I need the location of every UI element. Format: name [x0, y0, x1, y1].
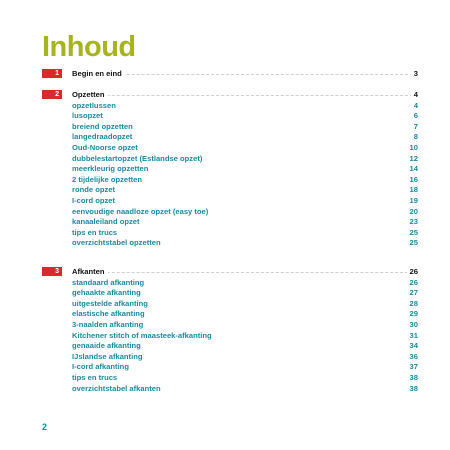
toc-entry-label: opzetlussen — [72, 100, 116, 110]
toc-entry[interactable] — [0, 163, 450, 174]
toc-entry-label: uitgestelde afkanting — [72, 298, 148, 308]
toc-entry-page: 30 — [409, 320, 418, 329]
toc-entry-label: Oud-Noorse opzet — [72, 143, 138, 152]
chapter-number-badge: 3 — [42, 267, 62, 276]
toc-entry-page: 12 — [409, 153, 418, 163]
toc-entry-label: overzichtstabel opzetten — [72, 238, 161, 248]
toc-entry[interactable] — [0, 195, 450, 206]
toc-entry-label: ronde opzet — [72, 185, 116, 195]
toc-entry-page: 34 — [409, 341, 418, 351]
toc-entry-page: 36 — [409, 351, 418, 361]
toc-entry[interactable] — [0, 184, 450, 195]
toc-entry-label: IJslandse afkanting — [72, 351, 143, 361]
toc-entry[interactable] — [0, 100, 450, 111]
toc-entry-label: langedraadopzet — [72, 132, 133, 142]
toc-entry-label: tips en trucs — [72, 373, 118, 382]
toc-entry-page: 37 — [409, 362, 418, 372]
toc-entry-page: 26 — [409, 277, 418, 287]
toc-entry-page: 18 — [409, 185, 418, 195]
toc-entry[interactable] — [0, 383, 450, 394]
toc-entry-page: 6 — [413, 111, 418, 121]
toc-entry-label: 2 tijdelijke opzetten — [72, 174, 143, 184]
toc-entry[interactable] — [0, 319, 450, 330]
chapter-row[interactable] — [0, 89, 450, 100]
toc-entry-page: 38 — [409, 383, 418, 393]
toc-entry[interactable] — [0, 351, 450, 362]
toc-entry-page: 31 — [409, 330, 418, 340]
toc-entry-page: 38 — [409, 373, 418, 382]
page-number: 2 — [42, 422, 48, 432]
toc-entry[interactable] — [0, 216, 450, 227]
toc-entry-label: tips en trucs — [72, 227, 118, 237]
toc-entry-label: elastische afkanting — [72, 309, 145, 319]
chapter-row[interactable] — [0, 68, 450, 79]
toc-entry-label: lusopzet — [72, 111, 103, 121]
toc-entry-label: genaaide afkanting — [72, 341, 141, 351]
toc-entry-page: 7 — [413, 121, 418, 131]
toc-entry[interactable] — [0, 287, 450, 298]
toc-entry-page: 10 — [409, 143, 418, 152]
toc-entry-page: 14 — [409, 164, 418, 174]
toc-entry[interactable] — [0, 298, 450, 309]
toc-entry-page: 27 — [409, 288, 418, 298]
toc-entry[interactable] — [0, 277, 450, 288]
toc-entry-label: overzichtstabel afkanten — [72, 383, 161, 393]
toc-entry-page: 20 — [409, 206, 418, 216]
dotted-leader — [72, 272, 418, 273]
toc-entry[interactable] — [0, 330, 450, 341]
chapter-title: Opzetten — [72, 89, 108, 100]
chapter-row[interactable] — [0, 266, 450, 277]
toc-entry-page: 29 — [409, 309, 418, 319]
chapter-number-badge: 1 — [42, 69, 62, 78]
toc-entry-label: I-cord afkanting — [72, 362, 129, 372]
toc-entry[interactable] — [0, 121, 450, 132]
dotted-leader — [72, 95, 418, 96]
toc-entry[interactable] — [0, 340, 450, 351]
toc-entry-page: 19 — [409, 196, 418, 205]
chapter-page-number: 26 — [407, 266, 418, 277]
toc-entry[interactable] — [0, 153, 450, 164]
toc-entry-label: 3-naalden afkanting — [72, 320, 144, 329]
chapter-title: Begin en eind — [72, 68, 125, 79]
toc-entry-label: gehaakte afkanting — [72, 288, 141, 298]
toc-entry[interactable] — [0, 372, 450, 383]
toc-entry[interactable] — [0, 308, 450, 319]
toc-entry[interactable] — [0, 206, 450, 217]
toc-entry[interactable] — [0, 174, 450, 185]
toc-entry[interactable] — [0, 361, 450, 372]
toc-entry-label: meerkleurig opzetten — [72, 164, 149, 174]
toc-entry-page: 16 — [409, 174, 418, 184]
toc-entry-label: eenvoudige naadloze opzet (easy toe) — [72, 206, 209, 216]
toc-entry-label: kanaaleiland opzet — [72, 217, 140, 227]
toc-entry[interactable] — [0, 237, 450, 248]
toc-entry-page: 25 — [409, 227, 418, 237]
chapter-title: Afkanten — [72, 266, 108, 277]
toc-entry-label: Kitchener stitch of maasteek-afkanting — [72, 330, 212, 340]
toc-entry-label: I-cord opzet — [72, 196, 116, 205]
toc-entry-page: 23 — [409, 217, 418, 227]
toc-entry-page: 8 — [413, 132, 418, 142]
chapter-page-number: 3 — [411, 68, 418, 79]
toc-entry-label: dubbelestartopzet (Estlandse opzet) — [72, 153, 203, 163]
toc-entry-page: 4 — [413, 100, 418, 110]
toc-entry[interactable] — [0, 142, 450, 153]
chapter-number-badge: 2 — [42, 90, 62, 99]
toc-entry[interactable] — [0, 227, 450, 238]
chapter-page-number: 4 — [411, 89, 418, 100]
toc-entry[interactable] — [0, 110, 450, 121]
toc-entry[interactable] — [0, 131, 450, 142]
toc-entry-page: 28 — [409, 298, 418, 308]
toc-entry-page: 25 — [409, 238, 418, 248]
toc-entry-label: breiend opzetten — [72, 121, 133, 131]
toc-entry-label: standaard afkanting — [72, 277, 145, 287]
page-title: Inhoud — [42, 31, 136, 63]
